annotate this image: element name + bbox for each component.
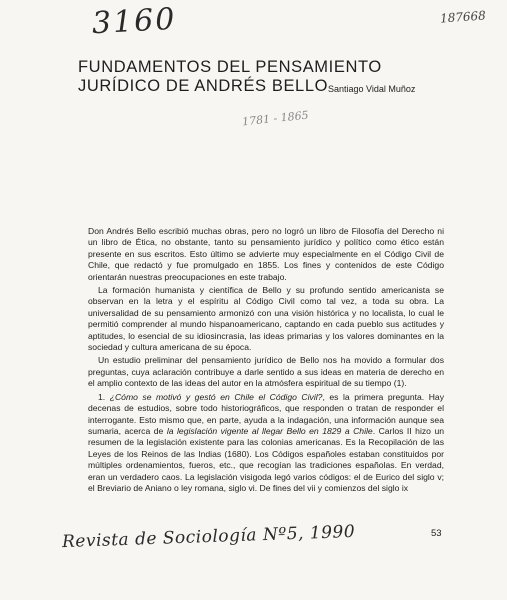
paragraph-4 (88, 392, 444, 495)
article-body (88, 226, 444, 496)
handwritten-journal-note: Revista de Sociología Nº5, 1990 (61, 521, 356, 553)
handwritten-dates: 1781 - 1865 (241, 108, 310, 129)
paragraph-4-text: , es la primera pregunta. Hay decenas de estudios, sobre todo historiográficos, que responden o tratan de responder el interrogante. Esto mismo que, en parte, ayuda a la indagación, una información aunque sea sumaria, acerca de (88, 391, 444, 436)
article-title-line-1: FUNDAMENTOS DEL PENSAMIENTO (78, 58, 382, 76)
paragraph-4-number: 1. (98, 391, 110, 402)
first-question: ¿Cómo se motivó y gestó en Chile el Código Civil? (109, 391, 323, 402)
page-number: 53 (431, 528, 442, 539)
handwritten-catalog-number: 3160 (91, 1, 178, 42)
paragraph-3: Un estudio preliminar del pensamiento jurídico de Bello nos ha movido a formular dos preguntas, cuya aclaración contribuye a darle sentido a sus ideas en materia de derecho en el amplio contexto de las ideas del autor en la atmósfera espiritual de su tiempo (1). (88, 355, 444, 389)
cited-topic: la legislación vigente al llegar Bello en 1829 a Chile (166, 425, 373, 436)
article-title-line-2: JURÍDICO DE ANDRÉS BELLO (78, 77, 329, 95)
paragraph-4-continuation: . Carlos II hizo un resumen de la legislación existente para las colonias americanas. Es la Recopilación de las Leyes de los Reinos de las Indias (1680). Los Códigos españoles estaban constituidos por múltiples ordenamientos, fueros, etc., que recogían las tradiciones españolas. En verdad, eran un verdadero caos. La legislación visigoda legó varios códigos: el de Eurico del siglo v; el Breviario de Aniano o ley romana, siglo vi. De fines del vii y comienzos del siglo ix (88, 425, 445, 493)
article-author: Santiago Vidal Muñoz (328, 84, 416, 94)
handwritten-reference-number: 187668 (439, 8, 487, 26)
paragraph-1: Don Andrés Bello escribió muchas obras, pero no logró un libro de Filosofía del Derecho ni un libro de Ética, no obstante, tanto su pensamiento jurídico y político como ético están presente en sus escritos. Esto último se advierte muy especialmente en el Código Civil de Chile, que redactó y fue promulgado en 1855. Los fines y contenidos de este Código orientarán nuestras preocupaciones en este trabajo. (88, 226, 444, 282)
paragraph-2: La formación humanista y científica de Bello y su profundo sentido americanista se observan en la letra y el espíritu al Código Civil como tal vez, a toda su obra. La universalidad de su pensamiento armonizó con una visión histórica y no localista, lo cual le permitió comprender al mundo hispanoamericano, captando en cada pueblo sus actitudes y aptitudes, lo esencial de su idiosincrasia, las ideas primarias y los valores dominantes en la sociedad y cultura americana de su época. (88, 285, 444, 353)
